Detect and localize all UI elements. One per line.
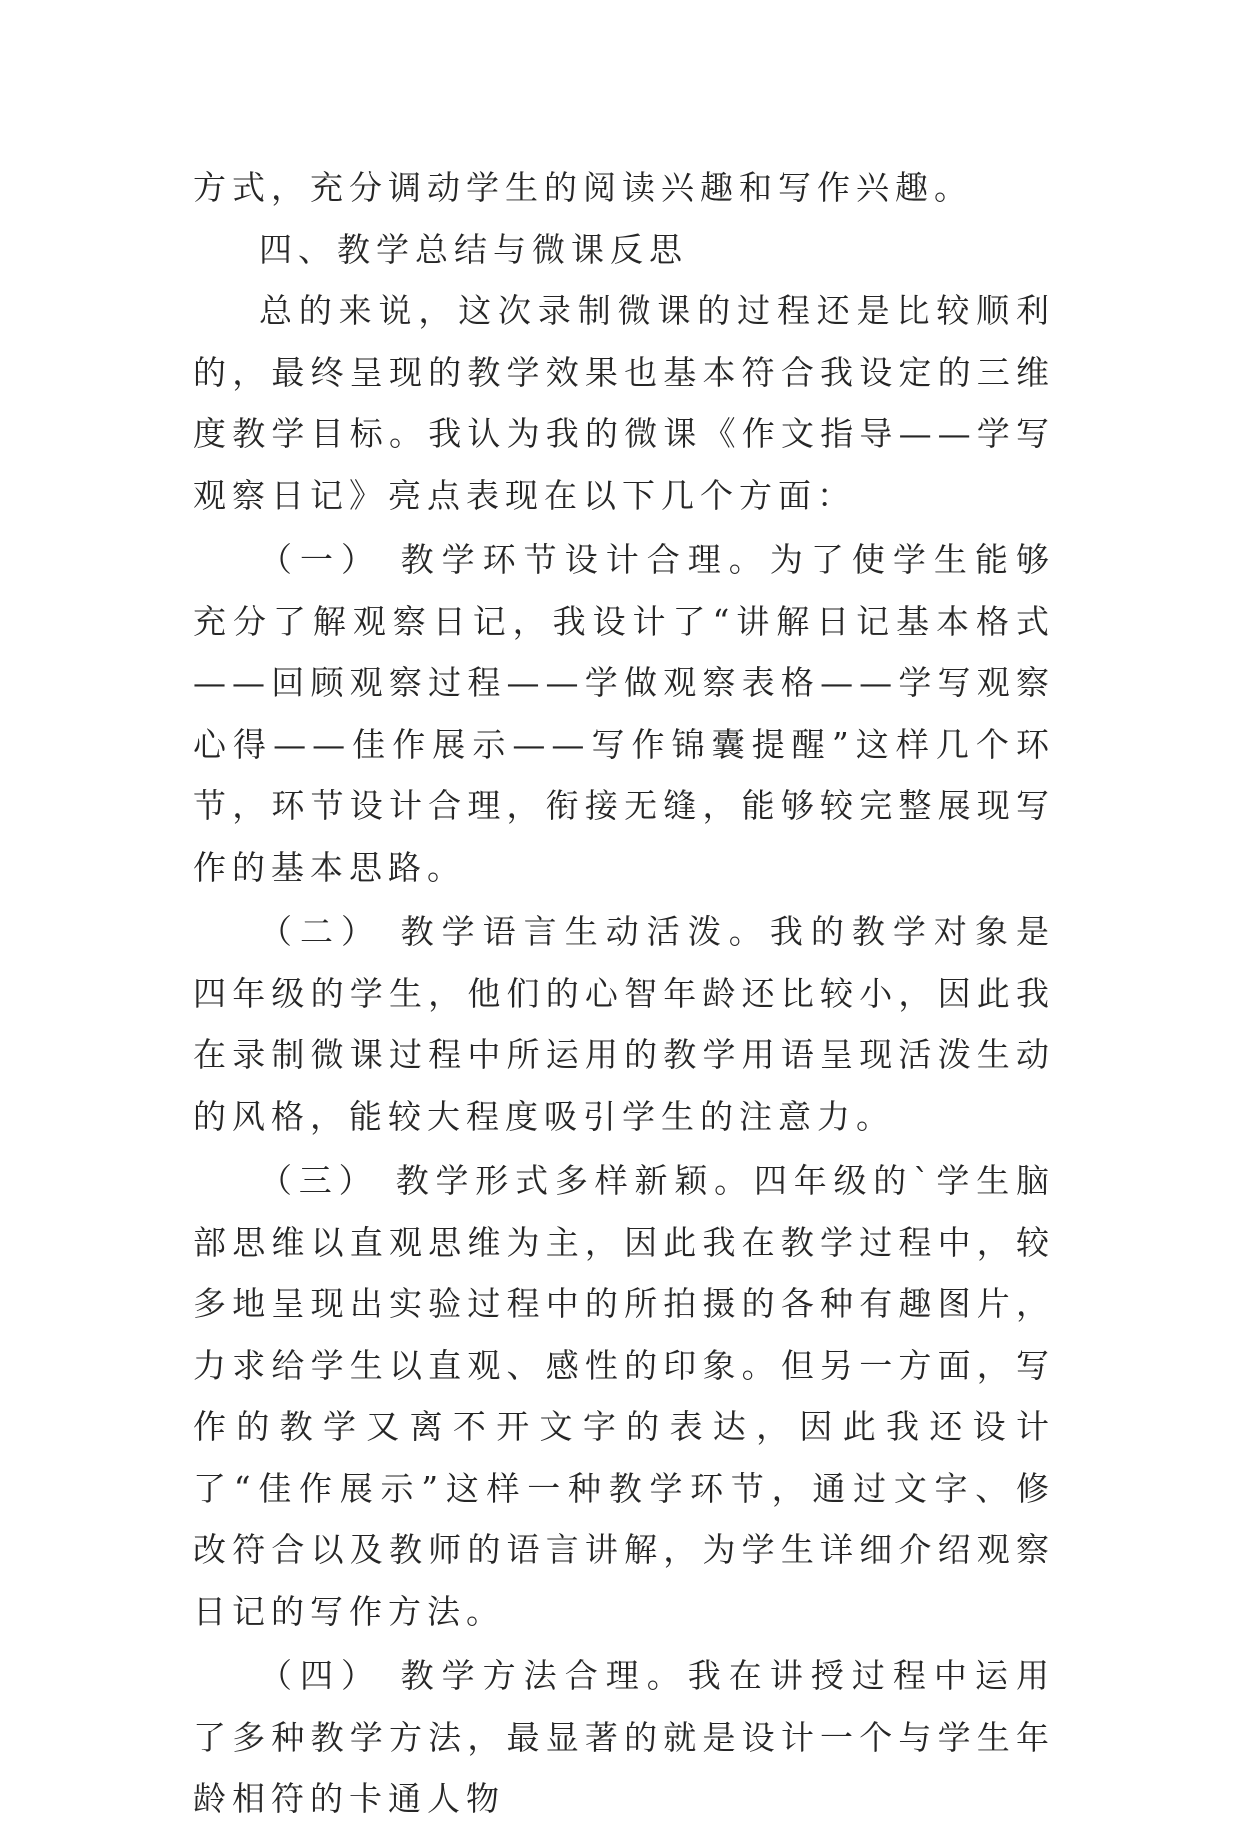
section-heading: 四、教学总结与微课反思 [259, 229, 688, 269]
point-1-paragraph: （一） 教学环节设计合理。为了使学生能够充分了解观察日记，我设计了“讲解日记基本格式——回顾观察过程——学做观察表格——学写观察心得——佳作展示——写作锦囊提醒”这样几个环节，环节设计合理，衔接无缝，能够较完整展现写作的基本思路。 [193, 540, 1055, 887]
document-body [193, 157, 1055, 1830]
point-4-paragraph: （四） 教学方法合理。我在讲授过程中运用了多种教学方法，最显著的就是设计一个与学生年龄相符的卡通人物 [193, 1656, 1055, 1818]
point-2-paragraph: （二） 教学语言生动活泼。我的教学对象是四年级的学生，他们的心智年龄还比较小，因此我在录制微课过程中所运用的教学用语呈现活泼生动的风格，能较大程度吸引学生的注意力。 [193, 912, 1055, 1136]
paragraph-continuation: 方式，充分调动学生的阅读兴趣和写作兴趣。 [193, 168, 973, 207]
point-3-paragraph: （三） 教学形式多样新颖。四年级的`学生脑部思维以直观思维为主，因此我在教学过程中，较多地呈现出实验过程中的所拍摄的各种有趣图片，力求给学生以直观、感性的印象。但另一方面，写作的教学又离不开文字的表达，因此我还设计了“佳作展示”这样一种教学环节，通过文字、修改符合以及教师的语言讲解，为学生详细介绍观察日记的写作方法。 [193, 1161, 1055, 1631]
summary-paragraph: 总的来说，这次录制微课的过程还是比较顺利的，最终呈现的教学效果也基本符合我设定的三维度教学目标。我认为我的微课《作文指导——学写观察日记》亮点表现在以下几个方面： [193, 291, 1055, 515]
